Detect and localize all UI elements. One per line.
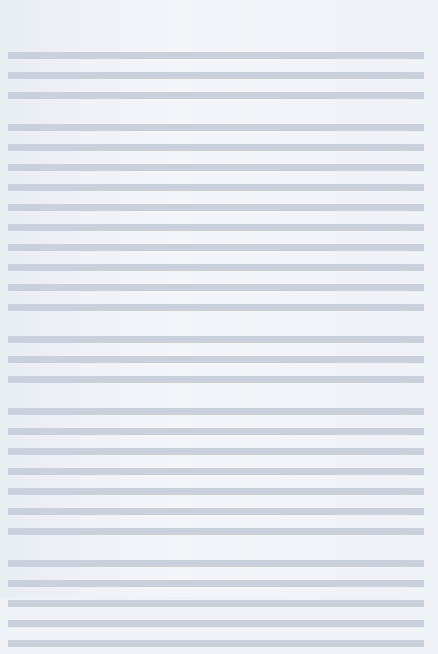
article-paragraph [8,554,424,654]
article-paragraph [8,402,424,542]
article-paragraph [8,330,424,390]
article-paragraph [8,46,424,106]
article-headline [30,6,424,36]
article-paragraph [8,118,424,318]
